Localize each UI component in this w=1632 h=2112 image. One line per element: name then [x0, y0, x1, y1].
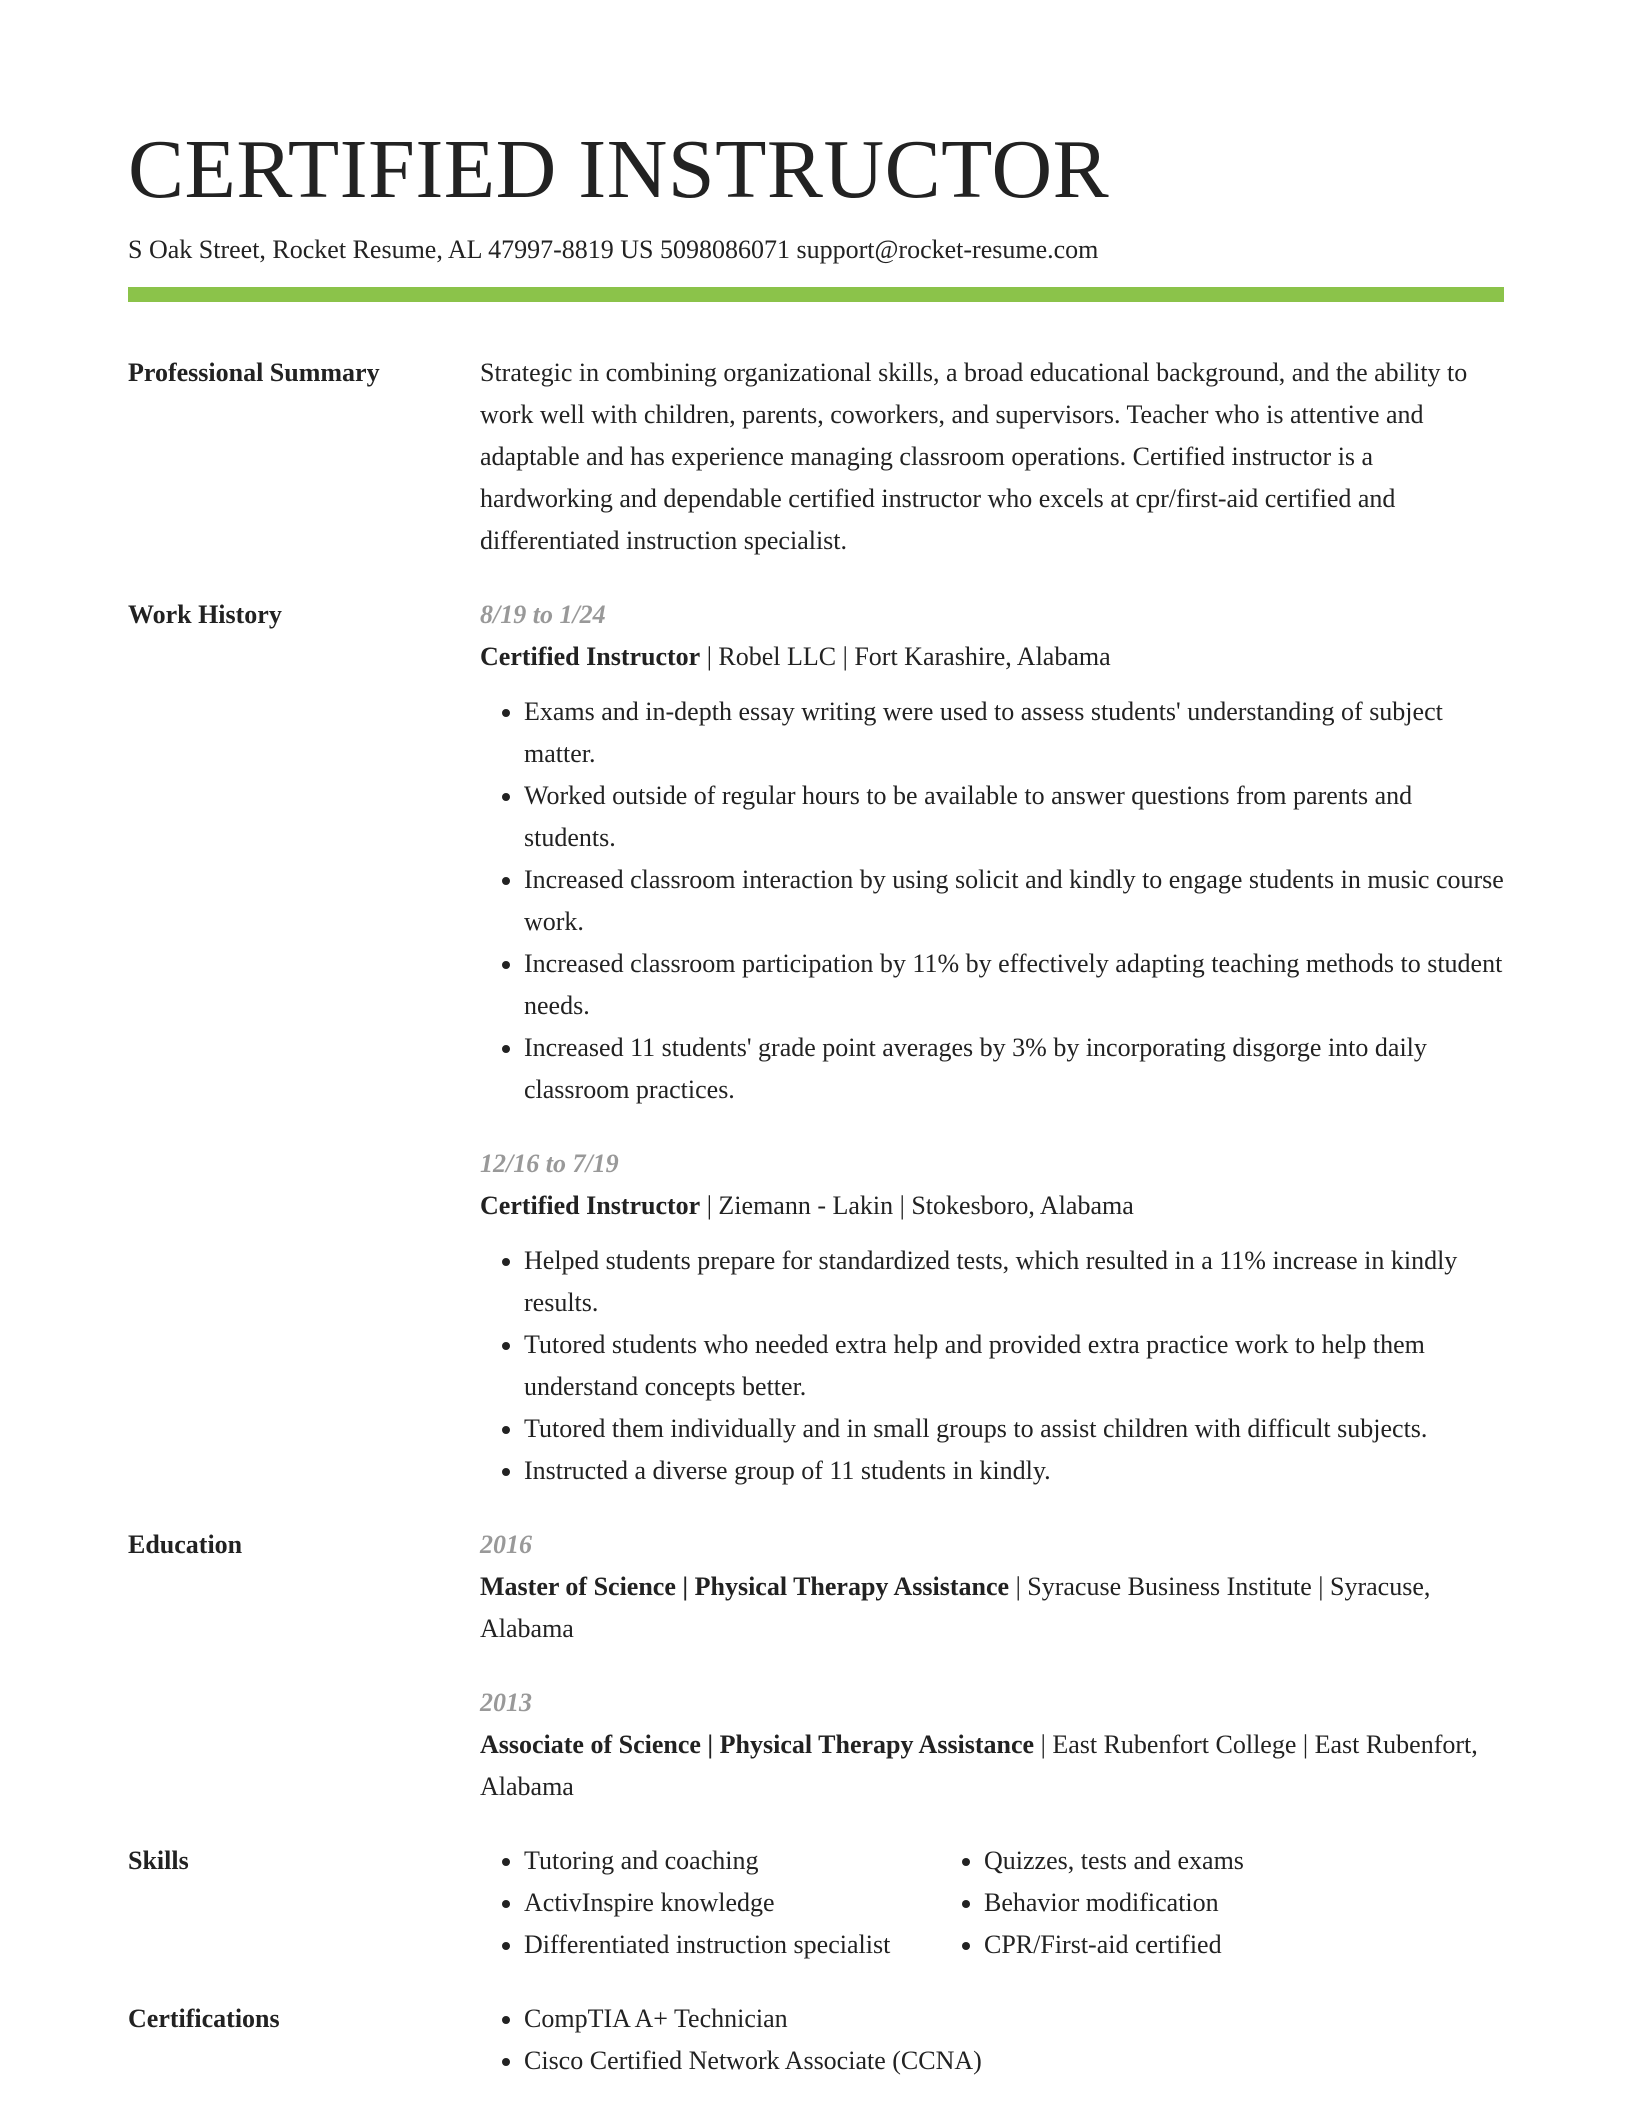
job-bullet: • Worked outside of regular hours to be available to answer questions from parents and students.	[524, 775, 1504, 859]
job-dates: 12/16 to 7/19	[480, 1149, 619, 1178]
job-bullets	[480, 691, 1504, 1111]
skills-list	[480, 1840, 940, 1966]
job-heading	[480, 636, 1504, 678]
job-details: | Ziemann - Lakin | Stokesboro, Alabama	[700, 1191, 1134, 1220]
skills-heading: Skills	[128, 1846, 189, 1875]
education-details: | Syracuse Business Institute | Syracuse, Alabama	[480, 1572, 1431, 1643]
job-bullet: • Tutored them individually and in small groups to assist children with difficult subjects.	[524, 1408, 1504, 1450]
job-bullets	[480, 1240, 1504, 1492]
job-bullet: • Exams and in-depth essay writing were used to assess students' understanding of subject matter.	[524, 691, 1504, 775]
skill-item: • ActivInspire knowledge	[524, 1882, 940, 1924]
degree-title: Associate of Science | Physical Therapy Assistance	[480, 1730, 1035, 1759]
job-dates: 8/19 to 1/24	[480, 600, 606, 629]
skill-item: • CPR/First-aid certified	[984, 1924, 1440, 1966]
job-heading	[480, 1185, 1504, 1227]
work-history-heading: Work History	[128, 600, 282, 629]
degree-title: Master of Science | Physical Therapy Assistance	[480, 1572, 1010, 1601]
certification-item: • Cisco Certified Network Associate (CCNA)	[524, 2040, 1504, 2082]
candidate-name: CERTIFIED INSTRUCTOR	[128, 123, 1110, 216]
certifications-heading: Certifications	[128, 2004, 280, 2033]
certification-item: • CompTIA A+ Technician	[524, 1998, 1504, 2040]
work-history-section	[128, 594, 1504, 1492]
job-bullet: • Instructed a diverse group of 11 students in kindly.	[524, 1450, 1504, 1492]
summary-text: Strategic in combining organizational skills, a broad educational background, and the ability to work well with children, parents, coworkers, and supervisors. Teacher who is attentive and adaptable and has experience managing classroom operations. Certified instructor is a hardworking and dependable certified instructor who excels at cpr/first-aid certified and differentiated instruction specialist.	[480, 358, 1468, 555]
job-bullet: • Increased classroom interaction by using solicit and kindly to engage students in music course work.	[524, 859, 1504, 943]
job-entry	[480, 594, 1504, 1111]
education-heading-line	[480, 1566, 1504, 1650]
header-accent-bar	[128, 287, 1504, 302]
summary-heading: Professional Summary	[128, 358, 380, 387]
job-bullet: • Helped students prepare for standardized tests, which resulted in a 11% increase in kindly results.	[524, 1240, 1504, 1324]
job-title: Certified Instructor	[480, 642, 701, 671]
contact-info: S Oak Street, Rocket Resume, AL 47997-8819 US 5098086071 support@rocket-resume.com	[128, 235, 1099, 264]
certifications-list	[480, 1998, 1504, 2082]
skills-list	[940, 1840, 1440, 1966]
education-entry	[480, 1524, 1504, 1650]
certifications-section	[128, 1998, 1504, 2082]
education-heading: Education	[128, 1530, 243, 1559]
education-section	[128, 1524, 1504, 1808]
education-year: 2013	[480, 1688, 532, 1717]
job-bullet: • Increased 11 students' grade point averages by 3% by incorporating disgorge into daily classroom practices.	[524, 1027, 1504, 1111]
job-bullet: • Increased classroom participation by 11% by effectively adapting teaching methods to student needs.	[524, 943, 1504, 1027]
skill-item: • Quizzes, tests and exams	[984, 1840, 1440, 1882]
resume-page	[128, 120, 1504, 2082]
job-bullet: • Tutored students who needed extra help and provided extra practice work to help them understand concepts better.	[524, 1324, 1504, 1408]
skill-item: • Differentiated instruction specialist	[524, 1924, 940, 1966]
job-details: | Robel LLC | Fort Karashire, Alabama	[700, 642, 1111, 671]
skill-item: • Behavior modification	[984, 1882, 1440, 1924]
education-entry	[480, 1682, 1504, 1808]
job-entry	[480, 1143, 1504, 1492]
education-heading-line	[480, 1724, 1504, 1808]
skills-section	[128, 1840, 1504, 1966]
summary-section	[128, 352, 1504, 562]
job-title: Certified Instructor	[480, 1191, 701, 1220]
education-details: | East Rubenfort College | East Rubenfort, Alabama	[480, 1730, 1478, 1801]
skill-item: • Tutoring and coaching	[524, 1840, 940, 1882]
education-year: 2016	[480, 1530, 532, 1559]
